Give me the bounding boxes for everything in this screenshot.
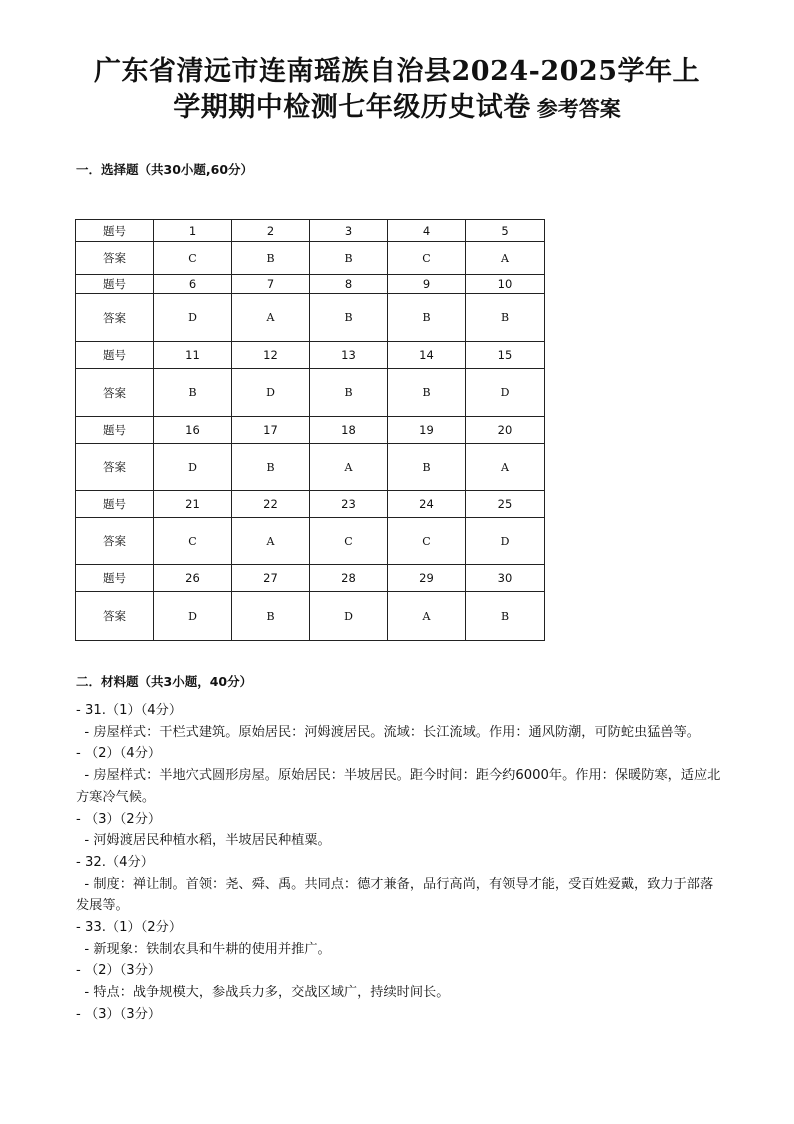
question-number-cell: 10 <box>466 275 545 294</box>
material-answer-line: - 特点：战争规模大，参战兵力多，交战区域广，持续时间长。 <box>76 985 450 1001</box>
row-label-answer: 答案 <box>76 592 154 641</box>
material-answer-line: - （3）（3分） <box>76 1006 162 1022</box>
table-row-numbers <box>76 417 545 444</box>
material-answer-line: - （2）（3分） <box>76 963 162 979</box>
question-number-cell: 18 <box>310 417 388 444</box>
answer-cell: D <box>154 294 232 342</box>
question-number-cell: 4 <box>388 220 466 242</box>
answer-cell: B <box>310 242 388 275</box>
answer-cell: B <box>232 444 310 491</box>
answer-cell: A <box>388 592 466 641</box>
question-number-cell: 26 <box>154 565 232 592</box>
question-number-cell: 3 <box>310 220 388 242</box>
question-number-cell: 6 <box>154 275 232 294</box>
question-number-cell: 16 <box>154 417 232 444</box>
answer-cell: B <box>310 369 388 417</box>
answer-cell: B <box>310 294 388 342</box>
question-number-cell: 27 <box>232 565 310 592</box>
question-number-cell: 21 <box>154 491 232 518</box>
question-number-cell: 22 <box>232 491 310 518</box>
question-number-cell: 20 <box>466 417 545 444</box>
question-number-cell: 25 <box>466 491 545 518</box>
title-suffix: 参考答案 <box>536 97 621 121</box>
answer-cell: C <box>310 518 388 565</box>
table-row-numbers <box>76 565 545 592</box>
row-label-answer: 答案 <box>76 369 154 417</box>
answer-cell: C <box>388 242 466 275</box>
material-answer-line: - 河姆渡居民种植水稻，半坡居民种植粟。 <box>76 833 331 849</box>
answer-cell: D <box>232 369 310 417</box>
answer-cell: B <box>466 592 545 641</box>
question-number-cell: 9 <box>388 275 466 294</box>
table-row-numbers <box>76 220 545 242</box>
material-answer-line: - （2）（4分） <box>76 746 162 762</box>
table-row-numbers <box>76 491 545 518</box>
table-row-numbers <box>76 342 545 369</box>
answer-cell: D <box>154 444 232 491</box>
row-label-answer: 答案 <box>76 242 154 275</box>
question-number-cell: 7 <box>232 275 310 294</box>
question-number-cell: 12 <box>232 342 310 369</box>
question-number-cell: 2 <box>232 220 310 242</box>
section-heading-choice: 一．选择题（共30小题,60分） <box>76 162 254 177</box>
answer-cell: B <box>232 242 310 275</box>
question-number-cell: 1 <box>154 220 232 242</box>
row-label-number: 题号 <box>76 342 154 369</box>
answer-cell: A <box>232 518 310 565</box>
answer-table-body <box>76 220 545 641</box>
answer-cell: B <box>232 592 310 641</box>
material-answer-line: - 房屋样式：半地穴式圆形房屋。原始居民：半坡居民。距今时间：距今约6000年。作用：保暖防寒，适应北方寒冷气候。 <box>76 768 721 805</box>
material-answer-line: - 31.（1）（4分） <box>76 703 183 718</box>
row-label-answer: 答案 <box>76 518 154 565</box>
title-line-1: 广东省清远市连南瑶族自治县2024-2025学年上 <box>94 56 700 87</box>
title-line-2 <box>70 90 724 127</box>
table-row-answers <box>76 242 545 275</box>
question-number-cell: 29 <box>388 565 466 592</box>
answer-cell: A <box>466 444 545 491</box>
question-number-cell: 24 <box>388 491 466 518</box>
answer-cell: D <box>466 518 545 565</box>
answer-cell: A <box>310 444 388 491</box>
answer-cell: D <box>154 592 232 641</box>
table-row-answers <box>76 518 545 565</box>
question-number-cell: 19 <box>388 417 466 444</box>
material-answer-line: - 新现象：铁制农具和牛耕的使用并推广。 <box>76 941 331 957</box>
answer-cell: B <box>154 369 232 417</box>
row-label-number: 题号 <box>76 275 154 294</box>
question-number-cell: 15 <box>466 342 545 369</box>
row-label-number: 题号 <box>76 220 154 242</box>
question-number-cell: 8 <box>310 275 388 294</box>
table-row-answers <box>76 444 545 491</box>
material-answer-line: - 32.（4分） <box>76 854 154 870</box>
table-row-numbers <box>76 275 545 294</box>
question-number-cell: 23 <box>310 491 388 518</box>
material-answer-line: - 房屋样式：干栏式建筑。原始居民：河姆渡居民。流域：长江流域。作用：通风防潮，可防蛇虫猛兽等。 <box>76 724 700 740</box>
material-answer-line: - 制度：禅让制。首领：尧、舜、禹。共同点：德才兼备，品行高尚，有领导才能，受百姓爱戴，致力于部落发展等。 <box>76 876 714 914</box>
question-number-cell: 11 <box>154 342 232 369</box>
page-title <box>70 54 724 127</box>
answer-cell: C <box>154 242 232 275</box>
row-label-number: 题号 <box>76 417 154 444</box>
material-answer-line: - 33.（1）（2分） <box>76 920 183 936</box>
answer-cell: B <box>388 294 466 342</box>
answer-cell: D <box>310 592 388 641</box>
material-answers <box>76 700 726 1026</box>
question-number-cell: 5 <box>466 220 545 242</box>
answer-cell: A <box>232 294 310 342</box>
row-label-number: 题号 <box>76 565 154 592</box>
question-number-cell: 17 <box>232 417 310 444</box>
table-row-answers <box>76 592 545 641</box>
table-row-answers <box>76 294 545 342</box>
row-label-answer: 答案 <box>76 444 154 491</box>
answer-table <box>75 219 545 641</box>
answer-cell: C <box>154 518 232 565</box>
question-number-cell: 13 <box>310 342 388 369</box>
section-heading-material: 二．材料题（共3小题，40分） <box>76 674 253 689</box>
table-row-answers <box>76 369 545 417</box>
answer-cell: B <box>388 444 466 491</box>
title-line-2-text: 学期期中检测七年级历史试卷 <box>173 92 531 123</box>
question-number-cell: 28 <box>310 565 388 592</box>
answer-cell: D <box>466 369 545 417</box>
answer-cell: A <box>466 242 545 275</box>
answer-cell: B <box>388 369 466 417</box>
answer-cell: C <box>388 518 466 565</box>
row-label-number: 题号 <box>76 491 154 518</box>
answer-cell: B <box>466 294 545 342</box>
question-number-cell: 30 <box>466 565 545 592</box>
question-number-cell: 14 <box>388 342 466 369</box>
material-answer-line: - （3）（2分） <box>76 811 162 827</box>
row-label-answer: 答案 <box>76 294 154 342</box>
